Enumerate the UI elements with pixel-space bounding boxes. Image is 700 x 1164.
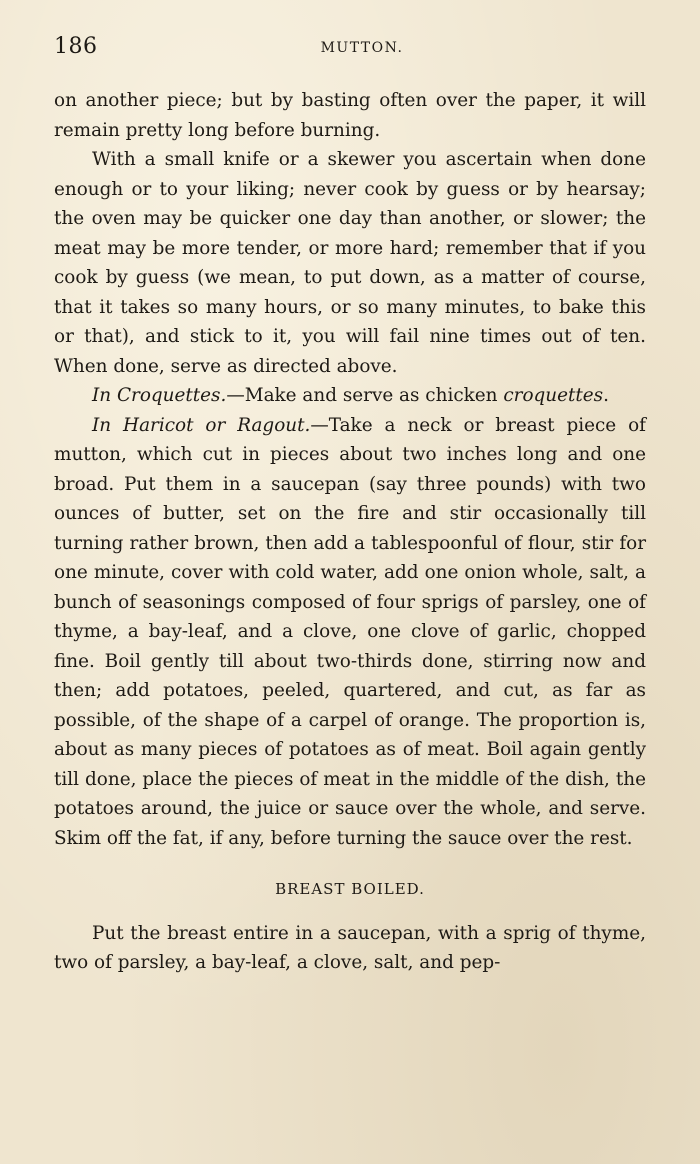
paragraph-breast-boiled: Put the breast entire in a saucepan, with a sprig of thyme, two of parsley, a bay-leaf, a clove, salt, and pep- <box>54 922 646 973</box>
running-head: MUTTON. <box>320 40 404 56</box>
section-title: BREAST BOILED. <box>275 880 425 898</box>
body-text <box>54 86 646 978</box>
paragraph-haricot <box>54 411 646 854</box>
page-number: 186 <box>54 34 98 59</box>
paragraph-continuation: on another piece; but by basting often over the paper, it will remain pretty long before burning. <box>54 90 646 141</box>
croquettes-term: croquettes <box>503 385 604 406</box>
croquettes-lead: In Croquettes. <box>92 385 227 406</box>
haricot-body: —Take a neck or breast piece of mutton, which cut in pieces about two inches long and one broad. Put them in a saucepan (say three pounds) with two ounces of butter, set on the fire and stir occasionally till turning rather brown, then add a tablespoonful of flour, stir for one minute, cover with cold water, add one onion whole, salt, a bunch of seasonings composed of four sprigs of parsley, one of thyme, a bay-leaf, and a clove, one clove of garlic, chopped fine. Boil gently till about two-thirds done, stirring now and then; add potatoes, peeled, quartered, and cut, as far as possible, of the shape of a carpel of orange. The proportion is, about as many pieces of potatoes as of meat. Boil again gently till done, place the pieces of meat in the middle of the dish, the potatoes around, the juice or sauce over the whole, and serve. Skim off the fat, if any, before turning the sauce over the rest. <box>54 414 646 849</box>
croquettes-body: —Make and serve as chicken <box>226 385 504 406</box>
croquettes-end: . <box>603 385 609 406</box>
paragraph-croquettes <box>54 381 646 411</box>
paragraph-oven-advice: With a small knife or a skewer you ascertain when done enough or to your liking; never cook by guess or by hearsay; the oven may be quicker one day than another, or slower; the meat may be more tender, or more hard; remember that if you cook by guess (we mean, to put down, as a matter of course, that it takes so many hours, or so many minutes, to bake this or that), and stick to it, you will fail nine times out of ten. When done, serve as directed above. <box>54 149 646 377</box>
haricot-lead: In Haricot or Ragout. <box>92 414 311 436</box>
page-header <box>54 34 646 66</box>
